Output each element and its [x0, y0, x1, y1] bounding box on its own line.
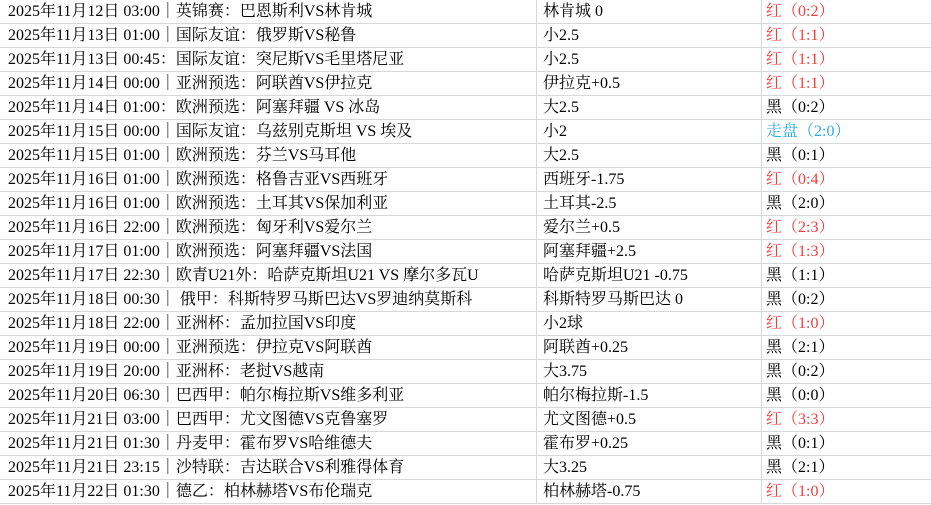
handicap-pick-cell: 大2.5: [537, 144, 762, 167]
result-cell: 红（1:0）: [766, 483, 835, 500]
table-row: [0, 48, 931, 72]
result-cell: 红（0:2）: [766, 3, 835, 20]
handicap-pick-cell: 小2球: [537, 312, 762, 335]
result-cell: 黑（0:2）: [766, 363, 835, 380]
handicap-pick-cell: 大3.75: [537, 360, 762, 383]
result-cell: 黑（0:0）: [766, 387, 835, 404]
match-info-cell: 2025年11月19日 00:00｜亚洲预选：伊拉克VS阿联酋: [0, 336, 537, 359]
handicap-pick-cell: 伊拉克+0.5: [537, 72, 762, 95]
result-cell: 红（2:3）: [766, 219, 835, 236]
match-info-cell: 2025年11月18日 22:00｜亚洲杯：孟加拉国VS印度: [0, 312, 537, 335]
match-info-cell: 2025年11月14日 00:00｜亚洲预选：阿联酋VS伊拉克: [0, 72, 537, 95]
handicap-pick-cell: 爱尔兰+0.5: [537, 216, 762, 239]
match-info-cell: 2025年11月15日 00:00｜国际友谊：乌兹别克斯坦 VS 埃及: [0, 120, 537, 143]
handicap-pick-cell: 柏林赫塔-0.75: [537, 480, 762, 503]
match-info-cell: 2025年11月17日 01:00｜欧洲预选：阿塞拜疆VS法国: [0, 240, 537, 263]
table-row: [0, 288, 931, 312]
match-info-cell: 2025年11月19日 20:00｜亚洲杯：老挝VS越南: [0, 360, 537, 383]
table-row: [0, 72, 931, 96]
result-cell: 黑（0:2）: [766, 99, 835, 116]
match-info-cell: 2025年11月21日 23:15｜沙特联：吉达联合VS利雅得体育: [0, 456, 537, 479]
match-info-cell: 2025年11月15日 01:00｜欧洲预选：芬兰VS马耳他: [0, 144, 537, 167]
handicap-pick-cell: 科斯特罗马斯巴达 0: [537, 288, 762, 311]
result-cell: 红（1:1）: [766, 27, 835, 44]
handicap-pick-cell: 土耳其-2.5: [537, 192, 762, 215]
handicap-pick-cell: 尤文图德+0.5: [537, 408, 762, 431]
handicap-pick-cell: 西班牙-1.75: [537, 168, 762, 191]
match-info-cell: 2025年11月16日 01:00｜欧洲预选：土耳其VS保加利亚: [0, 192, 537, 215]
match-info-cell: 2025年11月16日 22:00｜欧洲预选：匈牙利VS爱尔兰: [0, 216, 537, 239]
table-row: [0, 168, 931, 192]
result-cell: 黑（0:1）: [766, 147, 835, 164]
table-row: [0, 264, 931, 288]
table-row: [0, 192, 931, 216]
match-info-cell: 2025年11月16日 01:00｜欧洲预选：格鲁吉亚VS西班牙: [0, 168, 537, 191]
result-cell: 红（1:1）: [766, 75, 835, 92]
table-row: [0, 24, 931, 48]
match-info-cell: 2025年11月13日 01:00｜国际友谊：俄罗斯VS秘鲁: [0, 24, 537, 47]
handicap-pick-cell: 阿联酋+0.25: [537, 336, 762, 359]
handicap-pick-cell: 大3.25: [537, 456, 762, 479]
result-cell: 红（3:3）: [766, 411, 835, 428]
result-cell: 黑（0:2）: [766, 291, 835, 308]
table-row: [0, 0, 931, 24]
match-info-cell: 2025年11月21日 03:00｜巴西甲：尤文图德VS克鲁塞罗: [0, 408, 537, 431]
handicap-pick-cell: 哈萨克斯坦U21 -0.75: [537, 264, 762, 287]
handicap-pick-cell: 阿塞拜疆+2.5: [537, 240, 762, 263]
table-row: [0, 360, 931, 384]
result-cell: 黑（2:1）: [766, 339, 835, 356]
match-info-cell: 2025年11月20日 06:30｜巴西甲：帕尔梅拉斯VS维多利亚: [0, 384, 537, 407]
match-info-cell: 2025年11月17日 22:30｜欧青U21外：哈萨克斯坦U21 VS 摩尔多瓦U: [0, 264, 537, 287]
result-cell: 红（1:0）: [766, 315, 835, 332]
handicap-pick-cell: 霍布罗+0.25: [537, 432, 762, 455]
match-info-cell: 2025年11月18日 00:30｜ 俄甲：科斯特罗马斯巴达VS罗迪纳莫斯科: [0, 288, 537, 311]
handicap-pick-cell: 林肯城 0: [537, 0, 762, 23]
match-info-cell: 2025年11月14日 01:00：欧洲预选：阿塞拜疆 VS 冰岛: [0, 96, 537, 119]
handicap-pick-cell: 大2.5: [537, 96, 762, 119]
table-row: [0, 96, 931, 120]
table-row: [0, 216, 931, 240]
table-row: [0, 336, 931, 360]
table-row: [0, 384, 931, 408]
table-row: [0, 456, 931, 480]
handicap-pick-cell: 小2.5: [537, 48, 762, 71]
table-row: [0, 480, 931, 504]
table-row: [0, 240, 931, 264]
handicap-pick-cell: 小2: [537, 120, 762, 143]
match-info-cell: 2025年11月22日 01:30｜德乙：柏林赫塔VS布伦瑞克: [0, 480, 537, 503]
result-cell: 红（0:4）: [766, 171, 835, 188]
table-row: [0, 408, 931, 432]
table-row: [0, 120, 931, 144]
match-info-cell: 2025年11月12日 03:00｜英锦赛：巴恩斯利VS林肯城: [0, 0, 537, 23]
result-cell: 红（1:3）: [766, 243, 835, 260]
result-cell: 黑（0:1）: [766, 435, 835, 452]
table-row: [0, 312, 931, 336]
result-cell: 红（1:1）: [766, 51, 835, 68]
result-cell: 黑（1:1）: [766, 267, 835, 284]
result-cell: 黑（2:0）: [766, 195, 835, 212]
handicap-pick-cell: 小2.5: [537, 24, 762, 47]
result-cell: 走盘（2:0）: [766, 123, 851, 140]
handicap-pick-cell: 帕尔梅拉斯-1.5: [537, 384, 762, 407]
match-info-cell: 2025年11月13日 00:45：国际友谊：突尼斯VS毛里塔尼亚: [0, 48, 537, 71]
table-row: [0, 144, 931, 168]
table-row: [0, 432, 931, 456]
result-cell: 黑（2:1）: [766, 459, 835, 476]
match-info-cell: 2025年11月21日 01:30｜丹麦甲：霍布罗VS哈维德夫: [0, 432, 537, 455]
